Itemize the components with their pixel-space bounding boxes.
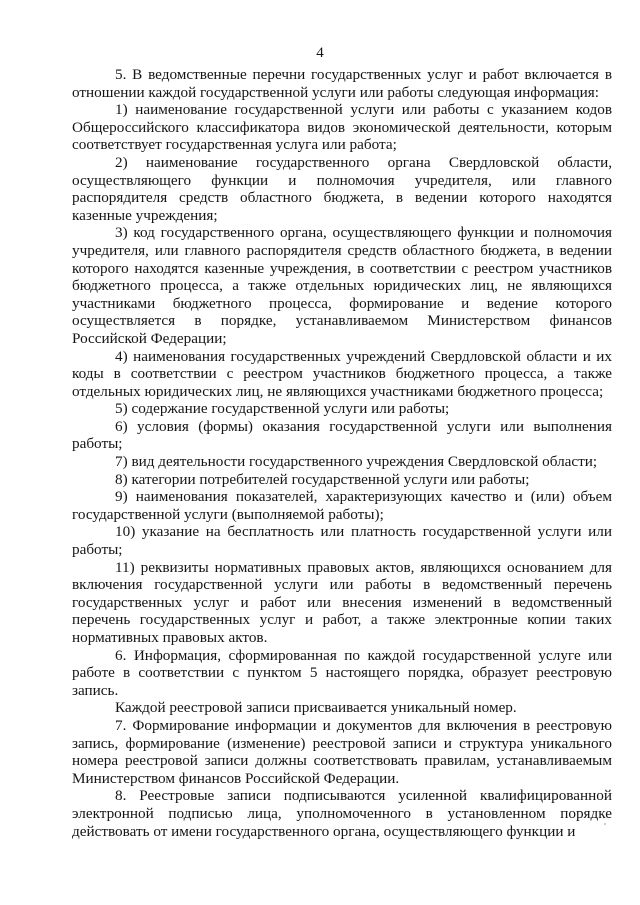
paragraph-subitem-7: 7) вид деятельности государственного учреждения Свердловской области; (115, 453, 598, 471)
paragraph-subitem-3: 3) код государственного органа, осуществляющего функции и полномочия учредителя, или главного распорядителя средств областного бюджета, в ведении которого находятся казенные учреждения, в соответствии с реестром участников бюджетного процесса, а также отдельных юридических лиц, не являющихся участниками бюджетного процесса, формирование и ведение которого осуществляется в порядке, устанавливаемом Министерством финансов Российской Федерации; (72, 224, 612, 347)
paragraph-unique-number: Каждой реестровой записи присваивается уникальный номер. (115, 699, 517, 717)
paragraph-subitem-9: 9) наименования показателей, характеризующих качество и (или) объем государственной услуги (выполняемой работы); (72, 488, 612, 523)
paragraph-subitem-5: 5) содержание государственной услуги или работы; (115, 400, 450, 418)
paragraph-subitem-11: 11) реквизиты нормативных правовых актов, являющихся основанием для включения государственной услуги или работы в ведомственный перечень государственных услуг и работ или внесения изменений в ведомственный перечень государственных услуг и работ, а также электронные копии таких нормативных правовых актов. (72, 558, 612, 646)
paragraph-subitem-6: 6) условия (формы) оказания государственной услуги или выполнения работы; (72, 417, 612, 453)
paragraph-subitem-4: 4) наименования государственных учреждений Свердловской области и их коды в соответствии с реестром участников бюджетного процесса, а также отдельных юридических лиц, не являющихся участниками бюджетного процесса; (72, 347, 612, 400)
paragraph-item-7: 7. Формирование информации и документов для включения в реестровую запись, формирование (изменение) реестровой записи и структура уникального номера реестровой записи должны соответствовать правилам, устанавливаемым Министерством финансов Российской Федерации. (72, 716, 612, 787)
page-number: 4 (316, 45, 324, 61)
paragraph-subitem-1: 1) наименование государственной услуги или работы с указанием кодов Общероссийского классификатора видов экономической деятельности, которым соответствует государственная услуга или работа; (72, 101, 612, 154)
document-body (72, 66, 612, 840)
scan-artifact (604, 823, 606, 825)
paragraph-subitem-2: 2) наименование государственного органа Свердловской области, осуществляющего функции и полномочия учредителя, или главного распорядителя средств областного бюджета, в ведении которого находятся казенные учреждения; (72, 153, 612, 224)
paragraph-item-6: 6. Информация, сформированная по каждой государственной услуге или работе в соответствии с пунктом 5 настоящего порядка, образует реестровую запись. (72, 646, 612, 699)
paragraph-item-8: 8. Реестровые записи подписываются усиленной квалифицированной электронной подписью лица, уполномоченного в установленном порядке действовать от имени государственного органа, осуществляющего функции и (72, 787, 612, 840)
paragraph-subitem-8: 8) категории потребителей государственной услуги или работы; (115, 470, 530, 488)
paragraph-subitem-10: 10) указание на бесплатность или платность государственной услуги или работы; (72, 523, 612, 559)
paragraph-item-5: 5. В ведомственные перечни государственных услуг и работ включается в отношении каждой государственной услуги или работы следующая информация: (72, 66, 612, 101)
